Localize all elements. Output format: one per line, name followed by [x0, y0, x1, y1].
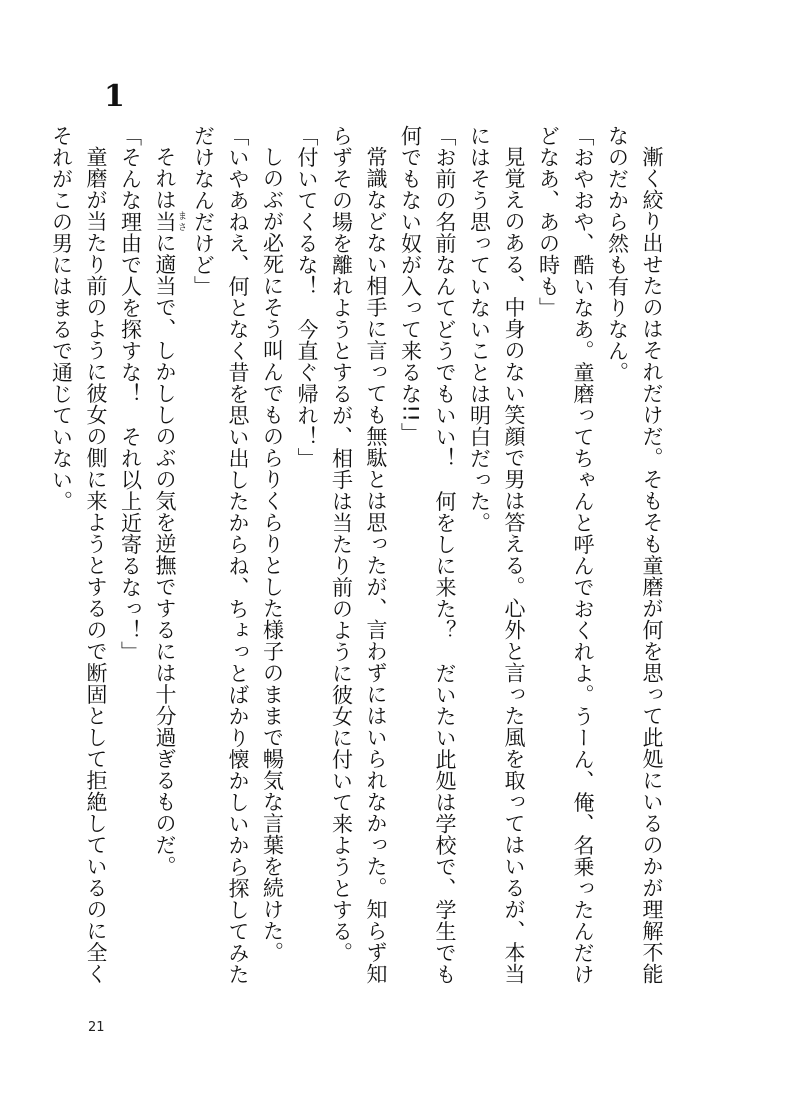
text-line: らずその場を離れようとするが、相手は当たり前のように彼女に付いて来ようとする。 [329, 125, 354, 964]
text-line: 「そんな理由で人を探すな！ それ以上近寄るなっ！」 [118, 125, 143, 663]
text-line: それがこの男にはまるで通じていない。 [49, 125, 74, 512]
text-line-with-ruby: それは当 まさに適当で、しかししのぶの気を逆撫でするには十分過ぎるものだ。 [153, 146, 186, 877]
body-text [44, 125, 669, 985]
text-line: なのだから然も有りなん。 [605, 125, 630, 383]
chapter-number: 1 [104, 79, 125, 114]
page-number: 21 [88, 1020, 105, 1035]
text-line: 童磨が当たり前のように彼女の側に来ようとするので断固として拒絶しているのに全く [84, 146, 108, 985]
ruby-reading: まさ [176, 210, 186, 232]
text-line: 「付いてくるな！ 今直ぐ帰れ！」 [295, 125, 319, 469]
text-line: しのぶが必死にそう叫んでものらりくらりとした様子のままで暢気な言葉を続けた。 [260, 146, 285, 963]
text-line: 常識などない相手に言っても無駄とは思ったが、言わずにはいられなかった。知らず知 [364, 146, 388, 985]
ruby-annotation: 当 まさ [153, 210, 186, 232]
text-line: どなあ、あの時も」 [536, 125, 561, 319]
text-line: 「お前の名前なんてどうでもいい！ 何をしに来た？ だいたい此処は学校で、学生でも [433, 125, 457, 985]
text-line: 何でもない奴が入って来るな!!」 [398, 125, 423, 444]
text-line: 見覚えのある、中身のない笑顔で男は答える。心外と言った風を取ってはいるが、本当 [502, 146, 526, 985]
text-line: 「いやあねえ、何となく昔を思い出したからね、ちょっとばかり懐かしいから探してみた [226, 125, 250, 985]
text-line: 漸く絞り出せたのはそれだけだ。そもそも童磨が何を思って此処にいるのかが理解不能 [640, 146, 664, 985]
text-line: にはそう思っていないことは明白だった。 [467, 125, 492, 534]
text-line: だけなんだけど」 [191, 125, 216, 297]
text-line: 「おやおや、酷いなあ。童磨ってちゃんと呼んでおくれよ。うーん、俺、名乗ったんだけ [571, 125, 595, 985]
